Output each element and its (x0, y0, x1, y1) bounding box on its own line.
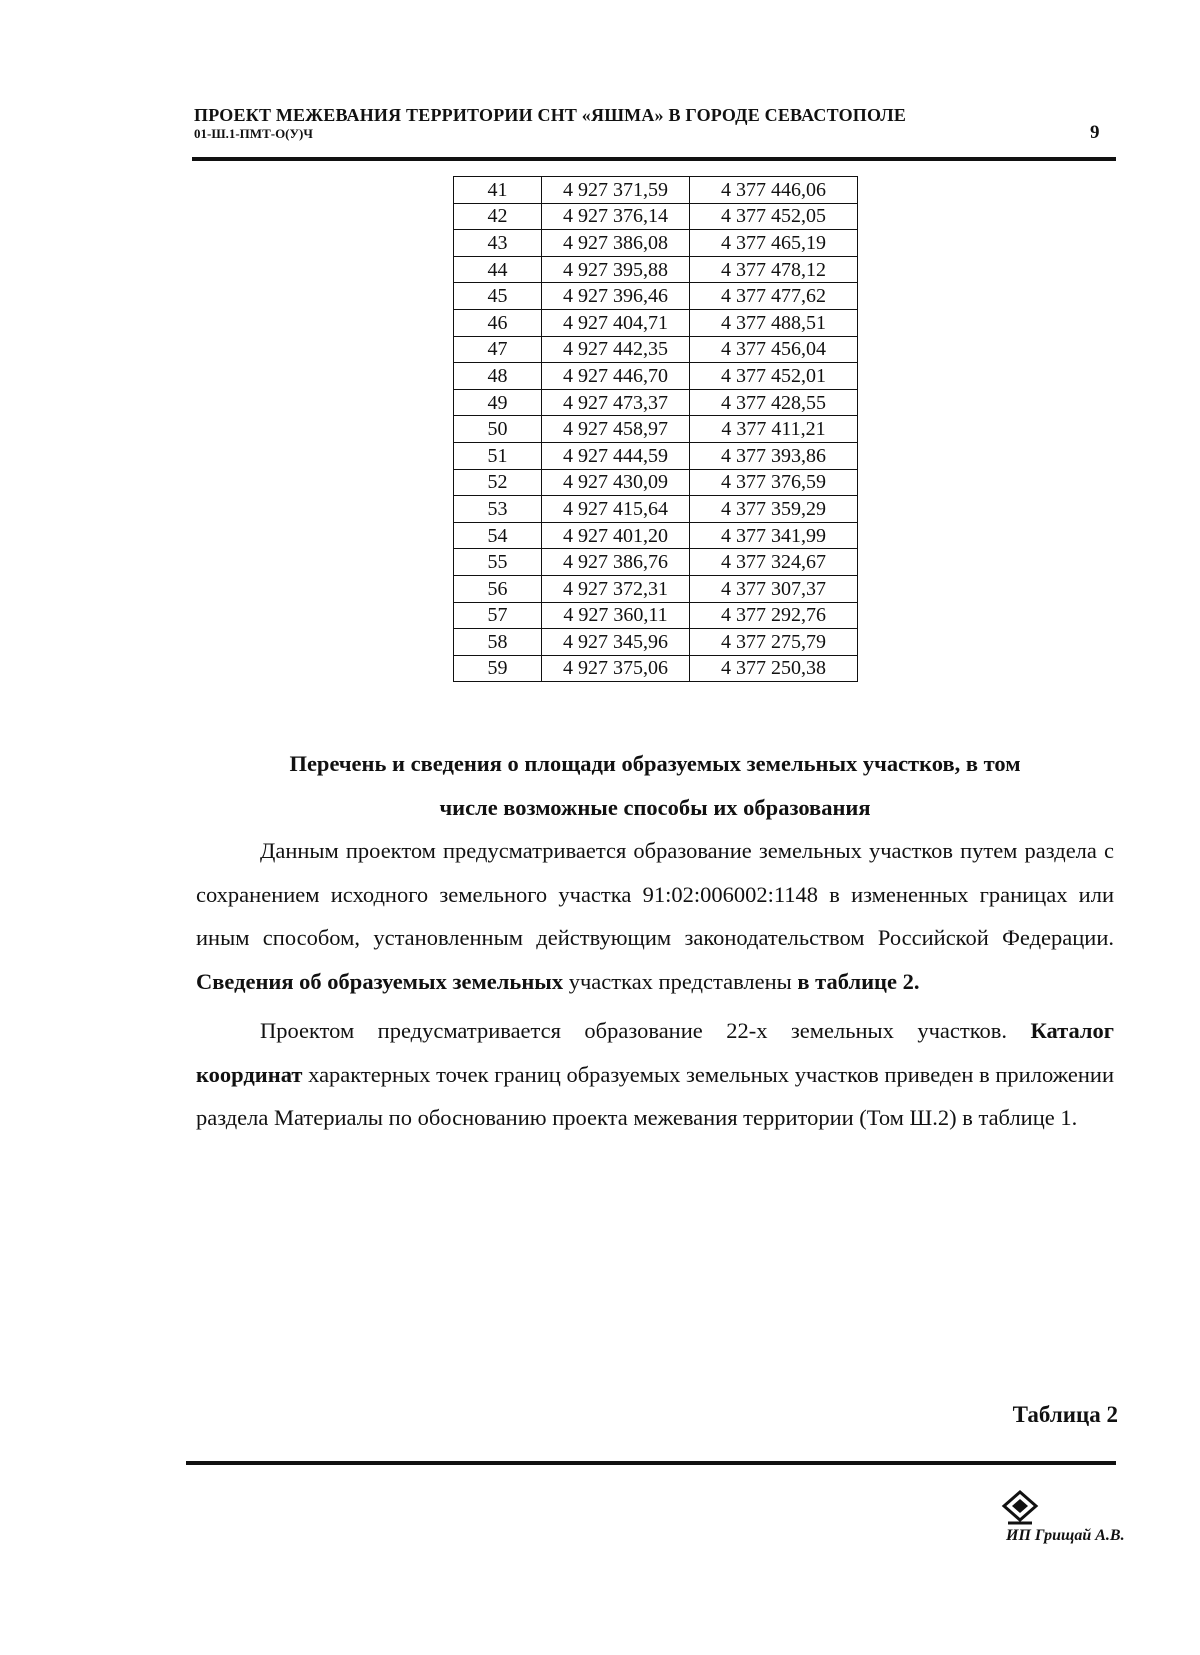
x-coordinate-cell: 4 927 395,88 (542, 256, 690, 283)
y-coordinate-cell: 4 377 428,55 (690, 389, 858, 416)
table-row (454, 629, 858, 656)
x-coordinate-cell: 4 927 444,59 (542, 442, 690, 469)
y-coordinate-cell: 4 377 456,04 (690, 336, 858, 363)
y-coordinate-cell: 4 377 477,62 (690, 283, 858, 310)
header-divider (192, 157, 1116, 161)
x-coordinate-cell: 4 927 376,14 (542, 203, 690, 230)
x-coordinate-cell: 4 927 473,37 (542, 389, 690, 416)
point-number-cell: 56 (454, 575, 542, 602)
y-coordinate-cell: 4 377 250,38 (690, 655, 858, 682)
point-number-cell: 44 (454, 256, 542, 283)
table-row (454, 655, 858, 682)
document-title: ПРОЕКТ МЕЖЕВАНИЯ ТЕРРИТОРИИ СНТ «ЯШМА» В ГОРОДЕ СЕВАСТОПОЛЕ (194, 105, 907, 125)
document-code: 01-Ш.1-ПМТ-О(У)Ч (194, 126, 313, 141)
y-coordinate-cell: 4 377 376,59 (690, 469, 858, 496)
paragraph-1-text: Данным проектом предусматривается образование земельных участков путем раздела с сохранением исходного земельного участка 91:02:006002:1148 в измененных границах или иным способом, установленным действующим законодательством Российской Федерации. (196, 838, 1114, 950)
document-header (194, 104, 1114, 142)
x-coordinate-cell: 4 927 371,59 (542, 177, 690, 204)
paragraph-1-bold: Сведения об образуемых земельных (196, 968, 564, 994)
table-row (454, 363, 858, 390)
point-number-cell: 58 (454, 629, 542, 656)
table-row (454, 283, 858, 310)
y-coordinate-cell: 4 377 359,29 (690, 496, 858, 523)
x-coordinate-cell: 4 927 430,09 (542, 469, 690, 496)
company-logo (1000, 1490, 1040, 1531)
y-coordinate-cell: 4 377 446,06 (690, 177, 858, 204)
paragraph-2-text: Проектом предусматривается образование 22-х земельных участков. (260, 1018, 1007, 1043)
point-number-cell: 51 (454, 442, 542, 469)
table-caption: Таблица 2 (1012, 1402, 1118, 1427)
point-number-cell: 52 (454, 469, 542, 496)
paragraph-1-tail-bold: в таблице 2. (797, 968, 920, 994)
point-number-cell: 43 (454, 230, 542, 257)
x-coordinate-cell: 4 927 386,76 (542, 549, 690, 576)
company-logo-icon (1000, 1490, 1040, 1526)
table-row (454, 522, 858, 549)
y-coordinate-cell: 4 377 465,19 (690, 230, 858, 257)
point-number-cell: 53 (454, 496, 542, 523)
point-number-cell: 50 (454, 416, 542, 443)
point-number-cell: 45 (454, 283, 542, 310)
table-row (454, 177, 858, 204)
y-coordinate-cell: 4 377 452,01 (690, 363, 858, 390)
table-row (454, 230, 858, 257)
paragraph-1 (196, 829, 1114, 1003)
section-heading-line1: Перечень и сведения о площади образуемых земельных участков, в том (289, 751, 1021, 776)
x-coordinate-cell: 4 927 401,20 (542, 522, 690, 549)
y-coordinate-cell: 4 377 393,86 (690, 442, 858, 469)
point-number-cell: 54 (454, 522, 542, 549)
table-row (454, 575, 858, 602)
x-coordinate-cell: 4 927 345,96 (542, 629, 690, 656)
x-coordinate-cell: 4 927 372,31 (542, 575, 690, 602)
y-coordinate-cell: 4 377 452,05 (690, 203, 858, 230)
point-number-cell: 48 (454, 363, 542, 390)
x-coordinate-cell: 4 927 415,64 (542, 496, 690, 523)
paragraph-2-bold: Каталог координат (196, 1018, 1115, 1087)
table-row (454, 256, 858, 283)
table-row (454, 336, 858, 363)
point-number-cell: 57 (454, 602, 542, 629)
point-number-cell: 47 (454, 336, 542, 363)
company-logo-text: ИП Грищай А.В. (1006, 1527, 1125, 1544)
y-coordinate-cell: 4 377 324,67 (690, 549, 858, 576)
table-row (454, 389, 858, 416)
section-land-plots (196, 742, 1114, 1140)
table-row (454, 442, 858, 469)
paragraph-2 (196, 1009, 1114, 1140)
y-coordinate-cell: 4 377 488,51 (690, 309, 858, 336)
footer-divider (186, 1461, 1116, 1465)
table-row (454, 309, 858, 336)
x-coordinate-cell: 4 927 396,46 (542, 283, 690, 310)
section-heading-line2: числе возможные способы их образования (439, 794, 871, 820)
table-row (454, 496, 858, 523)
x-coordinate-cell: 4 927 360,11 (542, 602, 690, 629)
paragraph-2-tail: характерных точек границ образуемых земельных участков приведен в приложении раздела Материалы по обоснованию проекта межевания территории (Том Ш.2) в таблице 1. (196, 1061, 1115, 1130)
section-heading (196, 742, 1114, 829)
paragraph-1-tail: участках представлены (568, 968, 792, 994)
point-number-cell: 49 (454, 389, 542, 416)
x-coordinate-cell: 4 927 458,97 (542, 416, 690, 443)
x-coordinate-cell: 4 927 375,06 (542, 655, 690, 682)
point-number-cell: 41 (454, 177, 542, 204)
x-coordinate-cell: 4 927 446,70 (542, 363, 690, 390)
y-coordinate-cell: 4 377 275,79 (690, 629, 858, 656)
table-row (454, 416, 858, 443)
y-coordinate-cell: 4 377 411,21 (690, 416, 858, 443)
x-coordinate-cell: 4 927 386,08 (542, 230, 690, 257)
table-row (454, 203, 858, 230)
point-number-cell: 59 (454, 655, 542, 682)
y-coordinate-cell: 4 377 292,76 (690, 602, 858, 629)
x-coordinate-cell: 4 927 404,71 (542, 309, 690, 336)
y-coordinate-cell: 4 377 478,12 (690, 256, 858, 283)
coordinates-table (453, 176, 858, 682)
x-coordinate-cell: 4 927 442,35 (542, 336, 690, 363)
point-number-cell: 46 (454, 309, 542, 336)
y-coordinate-cell: 4 377 307,37 (690, 575, 858, 602)
y-coordinate-cell: 4 377 341,99 (690, 522, 858, 549)
page-number: 9 (1090, 122, 1100, 143)
table-row (454, 469, 858, 496)
table-row (454, 602, 858, 629)
point-number-cell: 55 (454, 549, 542, 576)
point-number-cell: 42 (454, 203, 542, 230)
table-row (454, 549, 858, 576)
